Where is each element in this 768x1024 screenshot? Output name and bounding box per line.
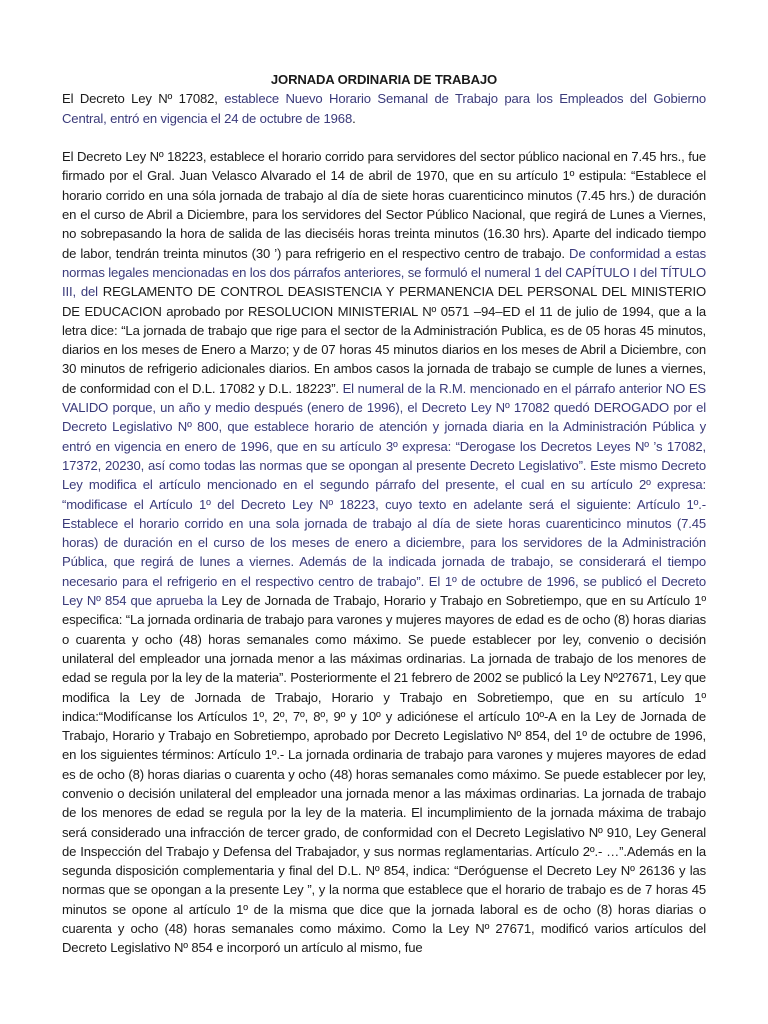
p2-run-4: Ley de Jornada de Trabajo, Horario y Trabajo en Sobretiempo, que en su Artículo 1º especifica: “La jornada ordinaria de trabajo para varones y mujeres mayores de edad es de ocho (8) horas diarias o cuarenta y ocho (48) horas semanales como máximo. Se puede establecer por ley, convenio o decisión unilateral del empleador una jornada menor a las máximas ordinarias. La jornada de trabajo de los menores de edad se regula por la ley de la materia”. Posteriormente el 21 febrero de 2002 se publicó la Ley Nº27671, Ley que modifica la Ley de Jornada de Trabajo, Horario y Trabajo en Sobretiempo, que en su artículo 1º indica:“Modifícanse los Artículos 1º, 2º, 7º, 8º, 9º y 10º y adiciónese el artículo 10º-A en la Ley de Jornada de Trabajo, Horario y Trabajo en Sobretiempo, aprobado por Decreto Legislativo Nº 854, del 1º de octubre de 1996, en los siguientes términos: Artículo 1º.- La jornada ordinaria de trabajo para varones y mujeres mayores de edad es de ocho (8) horas diarias o cuarenta y ocho (48) horas semanales como máximo. Se puede establecer por ley, convenio o decisión unilateral del empleador una jornada menor a las máximas ordinarias. La jornada de trabajo de los menores de edad se regula por la ley de la materia. El incumplimiento de la jornada máxima de trabajo será considerado una infracción de tercer grado, de conformidad con el Decreto Legislativo Nº 910, Ley General de Inspección del Trabajo y Defensa del Trabajador, y sus normas reglamentarias. Artículo 2º.- …”.Además en la segunda disposición complementaria y final del D.L. Nº 854, indica: “Deróguense el Decreto Ley Nº 26136 y las normas que se opongan a la presente Ley ”, y la norma que establece que el horario de trabajo es de 7 horas 45 minutos se opone al artículo 1º de la misma que dice que la jornada laboral es de ocho (8) horas diarias o cuarenta y ocho (48) horas semanales como máximo. Como la Ley Nº 27671, modificó varios artículos del Decreto Legislativo Nº 854 e incorporó un artículo al mismo, fue xyxy=(62,593,706,956)
p2-run-0: El Decreto Ley Nº 18223, establece el horario corrido para servidores del sector público nacional en 7.45 hrs., fue firmado por el Gral. Juan Velasco Alvarado el 14 de abril de 1970, que en su artículo 1º estipula: “Establece el horario corrido en una sóla jornada de trabajo al día de siete horas cuarenticinco minutos (7.45 hrs.) de duración en el curso de Abril a Diciembre, para los servidores del Sector Público Nacional, que regirá de Lunes a Viernes, no sobrepasando la hora de salida de las dieciséis horas treinta minutos (16.30 hrs). Aparte del indicado tiempo de labor, tendrán treinta minutos (30 ’) para refrigerio en el respectivo centro de trabajo. xyxy=(62,149,706,261)
p2-run-1: De conformidad a estas normas legales mencionadas en los dos párrafos anteriores, se formuló el numeral 1 del CAPÍTULO I del TÍTULO III, del xyxy=(62,245,707,300)
paragraph-gap xyxy=(62,128,706,147)
p2-run-2: REGLAMENTO DE CONTROL DEASISTENCIA Y PERMANENCIA DEL PERSONAL DEL MINISTERIO DE EDUCACION aprobado por RESOLUCION MINISTERIAL Nº 0571 –94–ED el 11 de julio de 1994, que a la letra dice: “La jornada de trabajo que rige para el sector de la Administración Publica, es de 05 horas 45 minutos, diarios en los meses de Enero a Marzo; y de 07 horas 45 minutos diarios en los meses de Abril a Diciembre, con 30 minutos de refrigerio adicionales diarios. En ambos casos la jornada de trabajo se cumple de lunes a viernes, de conformidad con el D.L. 17082 y D.L. 18223”. xyxy=(62,284,706,396)
document-title: JORNADA ORDINARIA DE TRABAJO xyxy=(270,72,498,87)
p2-run-3: El numeral de la R.M. mencionado en el párrafo anterior NO ES VALIDO porque, un año y medio después (enero de 1996), el Decreto Ley Nº 17082 quedó DEROGADO por el Decreto Legislativo Nº 800, que establece horario de atención y jornada diaria en la Administración Pública y entró en vigencia en enero de 1996, que en su artículo 3º expresa: “Derogase los Decretos Leyes Nº ’s 17082, 17372, 20230, así como todas las normas que se opongan al presente Decreto Legislativo”. Este mismo Decreto Ley modifica el artículo mencionado en el segundo párrafo del presente, el cual en su artículo 2º expresa: “modificase el Artículo 1º del Decreto Ley Nº 18223, cuyo texto en adelante será el siguiente: Artículo 1º.- Establece el horario corrido en una sola jornada de trabajo al día de siete horas cuarenticinco minutos (7.45 horas) de duración en el curso de los meses de enero a diciembre, para los servidores de la Administración Pública, que regirá de lunes a viernes. Además de la indicada jornada de trabajo, se considerará el tiempo necesario para el refrigerio en el respectivo centro de trabajo”. El 1º de octubre de 1996, se publicó el Decreto Ley Nº 854 que aprueba la xyxy=(62,380,707,609)
p1-run-1: establece Nuevo Horario Semanal de Trabajo para los Empleados del Gobierno Central, entró en vigencia el 24 de octubre de 1968 xyxy=(62,91,706,126)
p1-run-2: . xyxy=(352,110,356,126)
paragraph-2 xyxy=(62,147,706,957)
paragraph-1 xyxy=(62,89,706,128)
p1-run-0: El Decreto Ley Nº 17082, xyxy=(62,91,225,107)
